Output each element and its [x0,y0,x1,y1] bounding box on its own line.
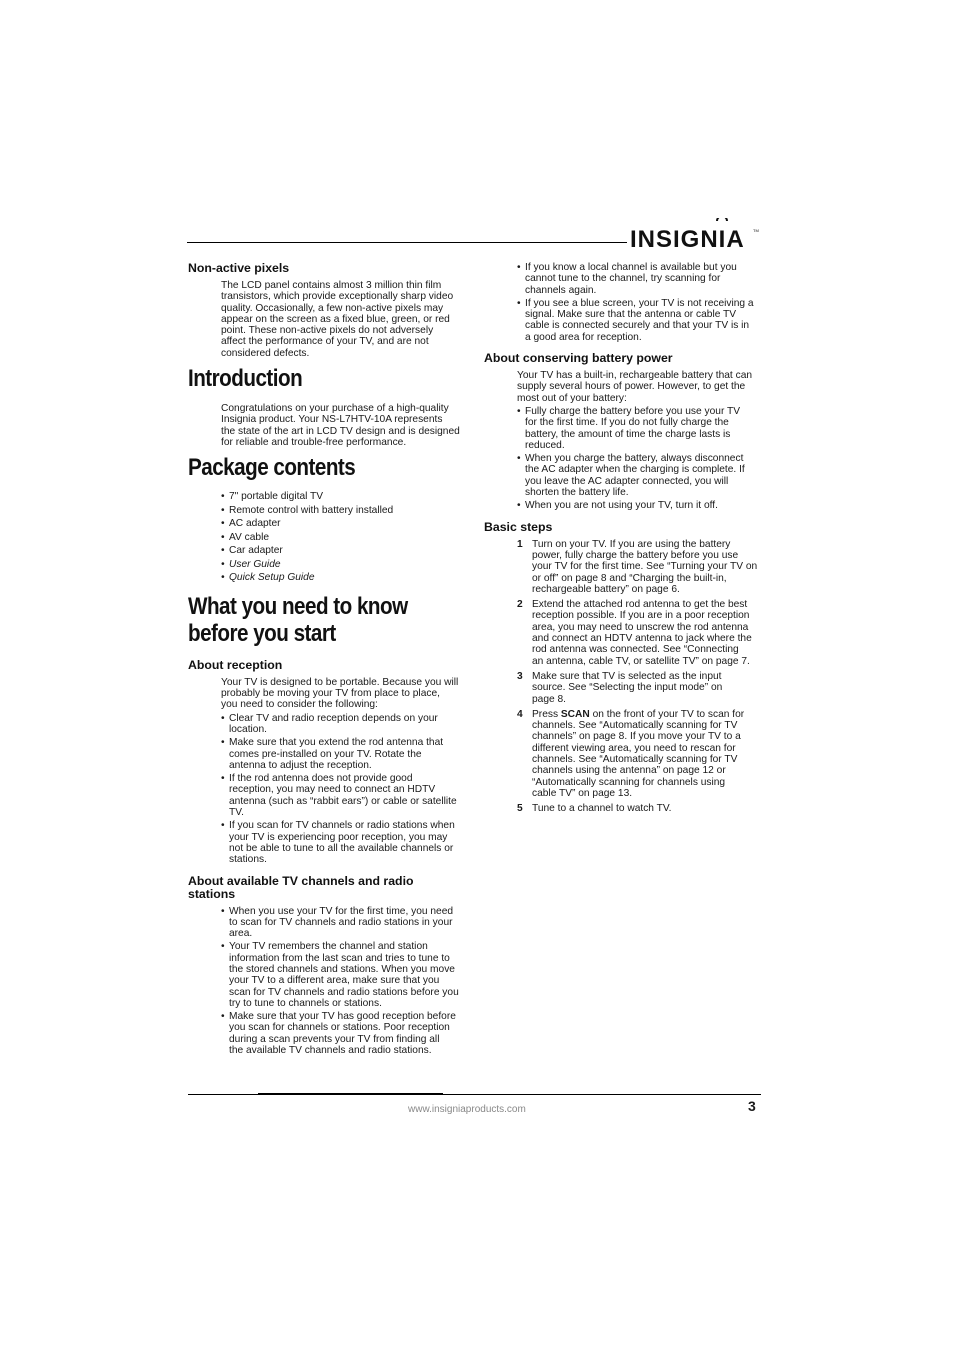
page-number: 3 [748,1098,756,1114]
introduction-text: Congratulations on your purchase of a high-quality Insignia product. Your NS-L7HTV-10A represents the state of the art in LCD TV design and is designed for reliable and trouble-free performance. [221,403,460,448]
list-item: • If you see a blue screen, your TV is not receiving a signal. Make sure that the antenna or cable TV cable is connected securely and that your TV is in a good area for reception. [517,298,761,343]
scan-key-label: SCAN [560,708,590,720]
header-rule [187,242,627,243]
list-item: • Car adapter [221,544,466,558]
list-item: • When you use your TV for the first time, you need to scan for TV channels and radio stations in your area. [221,906,466,940]
list-item: • Your TV remembers the channel and station information from the last scan and tries to tune to the stored channels and stations. When you move your TV to a different area, make sure that you scan for TV channels and radio stations before you try to tune to channels or stations. [221,941,466,1009]
list-item: • If the rod antenna does not provide good reception, you may need to connect an HDTV antenna (such as “rabbit ears”) or cable or satellite TV. [221,773,466,818]
channels-list-continued [484,262,761,343]
reception-text: Your TV is designed to be portable. Because you will probably be moving your TV from place to place, you need to consider the following: [221,676,459,711]
list-item: • User Guide [221,558,466,572]
right-column [484,262,761,814]
footer-url: www.insigniaproducts.com [408,1104,526,1115]
reception-list [188,713,466,866]
battery-text: Your TV has a built-in, rechargeable battery that can supply several hours of power. However, to get the most out of your battery: [517,370,753,404]
basic-steps-list [484,539,761,815]
list-item: • Make sure that you extend the rod antenna that comes pre-installed on your TV. Rotate the antenna to adjust the reception. [221,737,466,771]
nonactive-text: The LCD panel contains almost 3 million thin film transistors, which provide exceptionally sharp video quality. Occasionally, a few non-active pixels may appear on the screen as a fixed blue, green, or red point. These non-active pixels do not adversely affect the performance of your TV, and are not considered defects. [221,280,454,359]
left-column [188,262,466,1056]
battery-heading: About conserving battery power [484,351,673,366]
list-item: • Make sure that your TV has good reception before you scan for channels or stations. Poor reception during a scan prevents your TV from finding all the available TV channels and radio stations. [221,1011,466,1056]
nonactive-heading: Non-active pixels [188,261,290,275]
insignia-logo [629,218,761,258]
reception-heading: About reception [188,657,283,672]
step-item: 2 Extend the attached rod antenna to get the best reception possible. If you are in a poor reception area, you may need to unscrew the rod antenna and connect an HDTV antenna to jack where the rod antenna was connected. See “Connecting an antenna, cable TV, or satellite TV” on page 7. [517,599,752,667]
channels-heading: About available TV channels and radio stations [188,873,414,901]
list-item: • AC adapter [221,517,466,531]
list-item: • If you know a local channel is available but you cannot tune to the channel, try scanning for channels again. [517,262,761,296]
list-item: • Quick Setup Guide [221,571,466,585]
package-list [188,490,466,585]
list-item: • If you scan for TV channels or radio stations when your TV is experiencing poor reception, you may not be able to tune to all the available channels or stations. [221,820,466,865]
list-item: • AV cable [221,531,466,545]
step-item: 5 Tune to a channel to watch TV. [517,803,672,815]
list-item: • Fully charge the battery before you use your TV for the first time. If you do not fully charge the battery, the amount of time the charge lasts is reduced. [517,406,761,451]
step-item: 4 Press SCAN on the front of your TV to scan for channels. See “Automatically scanning for TV channels” on page 8. If you move your TV to a different viewing area, you need to rescan for channels. See “Automatically scanning for TV channels using the antenna” on page 12 or “Automatically scanning for channels using cable TV” on page 13. [517,708,745,799]
list-item: • When you charge the battery, always disconnect the AC adapter when the charging is complete. If you leave the AC adapter connected, you will shorten the battery life. [517,453,761,498]
know-title: What you need to know before you start [188,592,408,647]
list-item: • 7" portable digital TV [221,490,466,504]
channels-list [188,906,466,1057]
svg-text:TM: TM [753,228,759,233]
step-item: 1 Turn on your TV. If you are using the battery power, fully charge the battery before you use your TV for the first time. See “Turning your TV on or off” on page 8 and “Charging the built-in, rechargeable battery” on page 6. [517,538,758,595]
list-item: • Remote control with battery installed [221,504,466,518]
list-item: • When you are not using your TV, turn it off. [517,500,761,511]
introduction-title: Introduction [188,365,303,393]
battery-list [484,406,761,512]
svg-text:INSIGNIA: INSIGNIA [630,226,745,253]
step-item: 3 Make sure that TV is selected as the input source. See “Selecting the input mode” on page 8. [517,670,723,705]
basic-steps-heading: Basic steps [484,519,553,534]
package-contents-title: Package contents [188,454,356,482]
footer-rule-accent [258,1093,443,1095]
list-item: • Clear TV and radio reception depends on your location. [221,713,466,736]
